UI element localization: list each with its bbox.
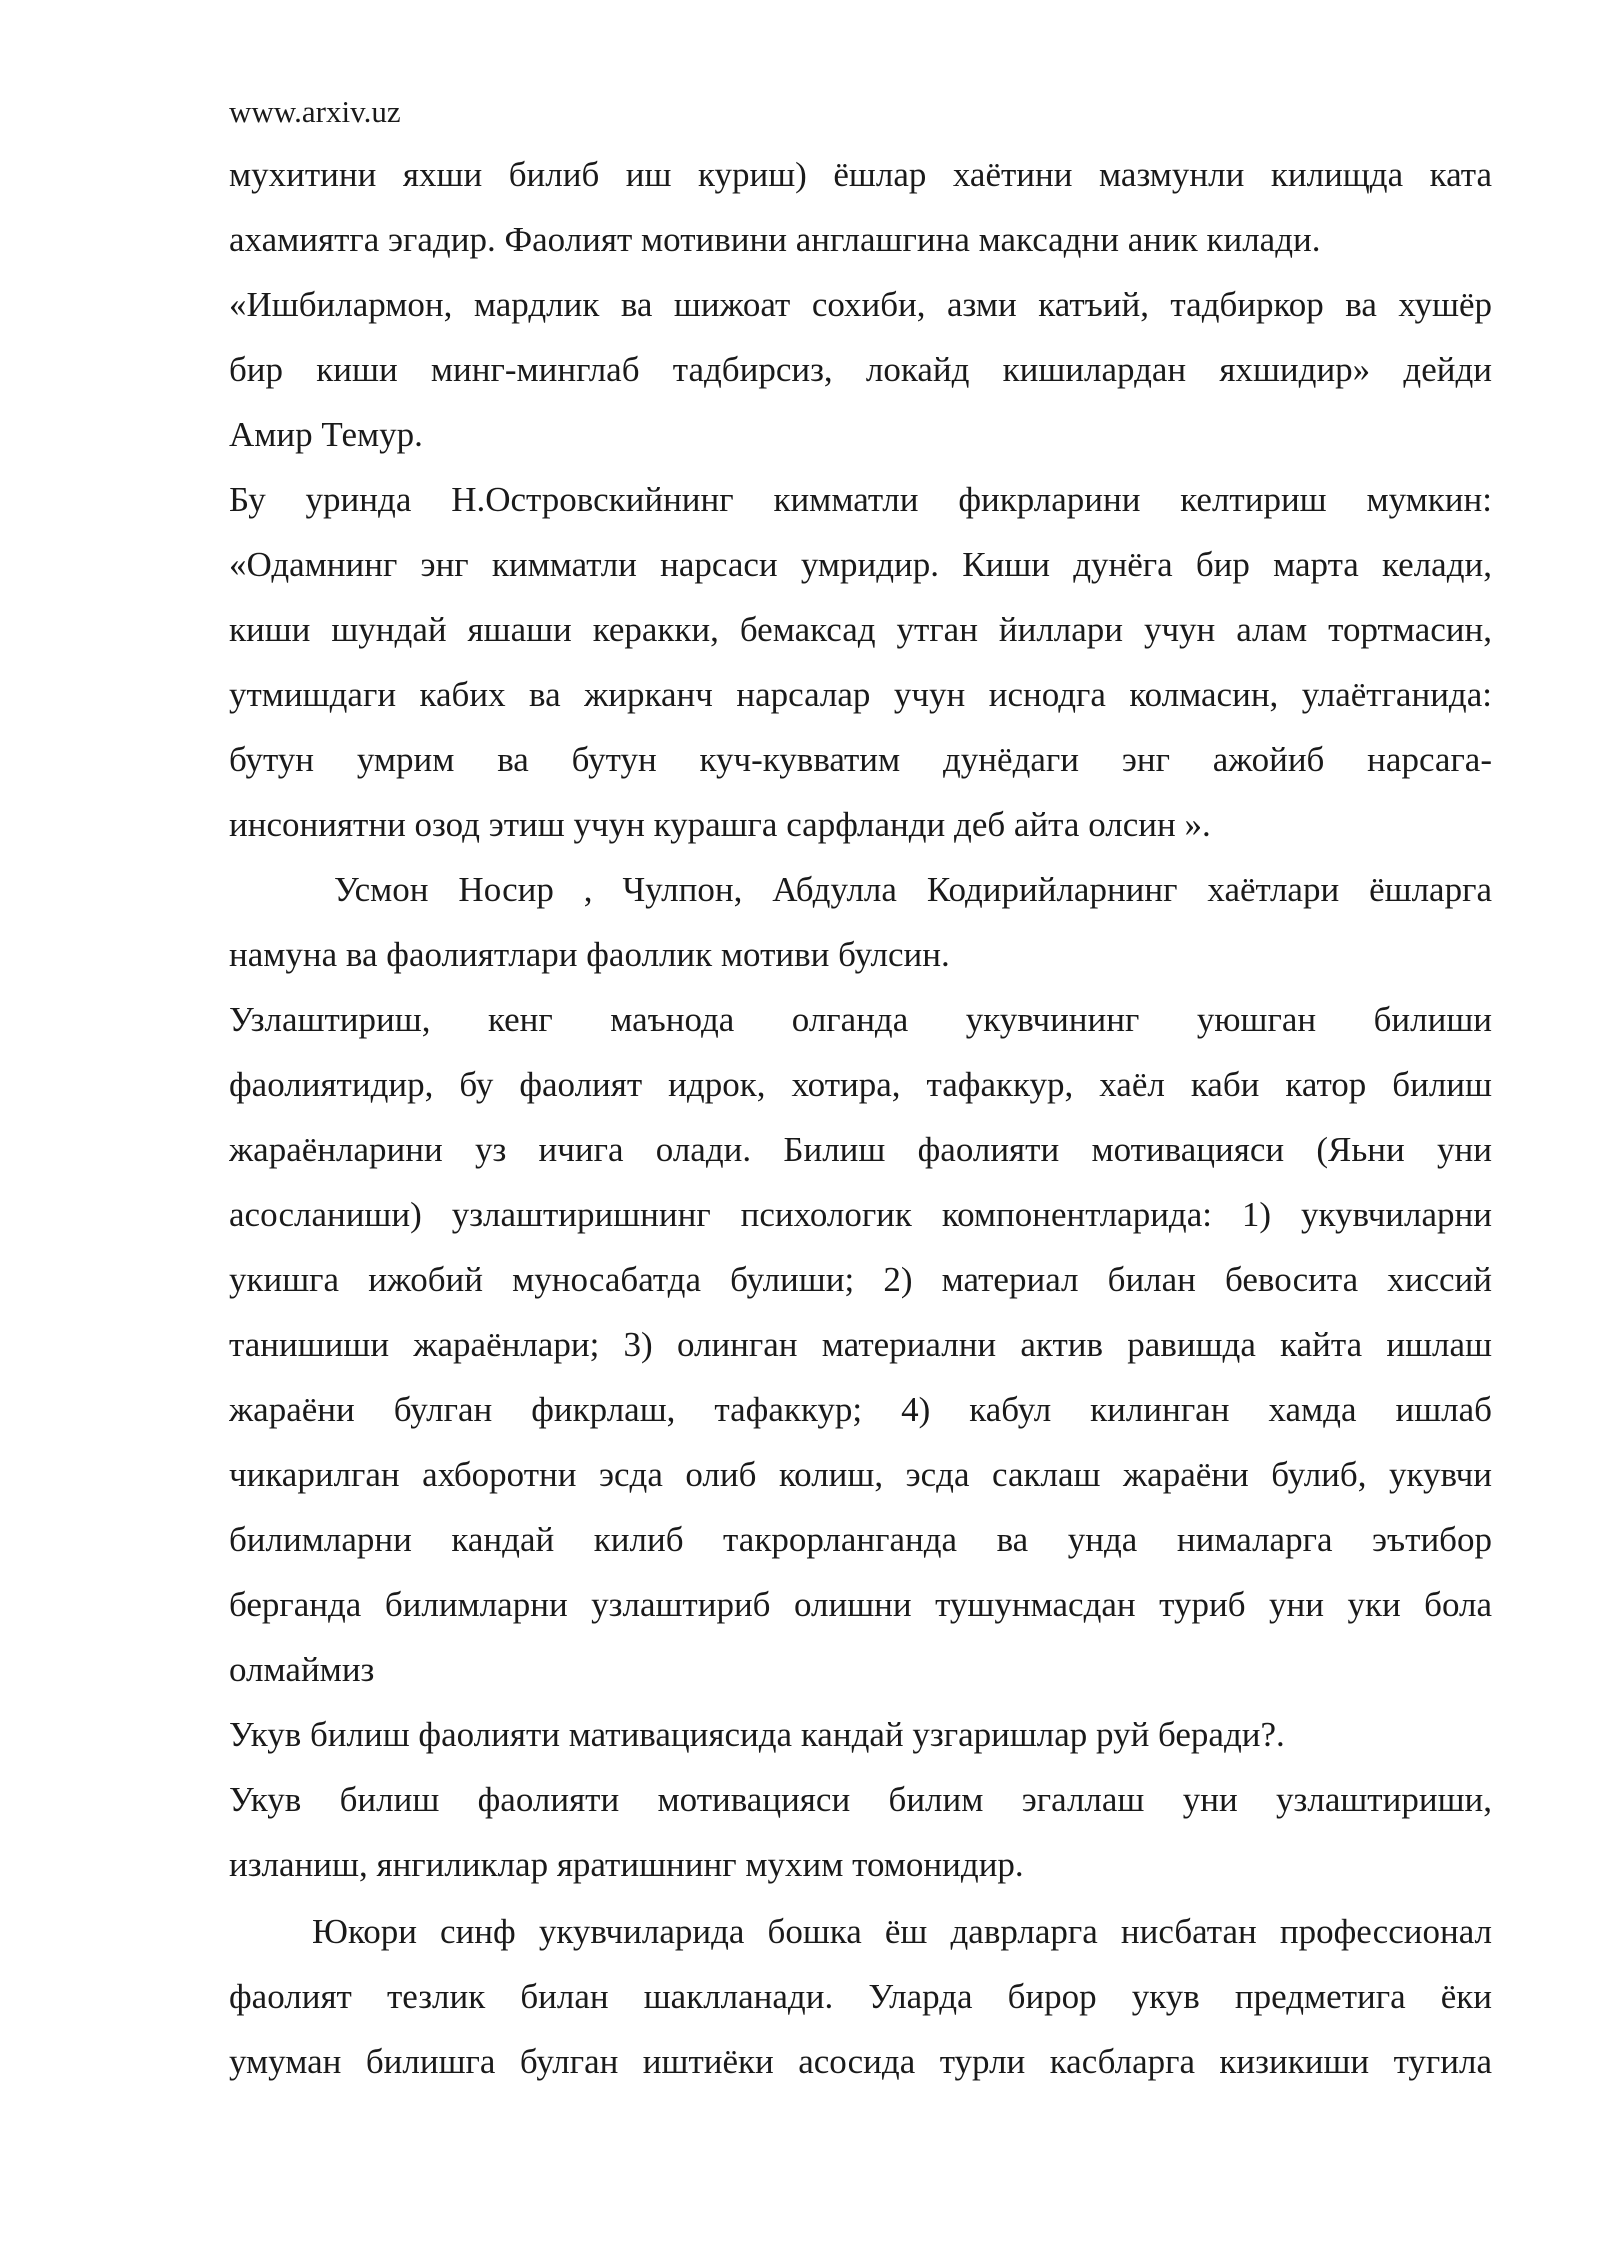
text-line: асосланиши) узлаштиришнинг психологик компонентларида: 1) укувчиларни [229,1195,1492,1234]
text-line: жараёни булган фикрлаш, тафаккур; 4) кабул килинган хамда ишлаб [229,1390,1492,1429]
text-line: Амир Темур. [229,415,423,454]
text-line: Укув билиш фаолияти мативациясида кандай узгаришлар руй беради?. [229,1715,1285,1754]
text-line: бутун умрим ва бутун куч-кувватим дунёдаги энг ажойиб нарсага- [229,740,1492,779]
text-line: инсониятни озод этиш учун курашга сарфланди деб айта олсин ». [229,805,1211,844]
text-line: киши шундай яшаши керакки, бемаксад утган йиллари учун алам тортмасин, [229,610,1492,649]
text-line: Укув билиш фаолияти мотивацияси билим эгаллаш уни узлаштириши, [229,1780,1492,1819]
text-line: умуман билишга булган иштиёки асосида турли касбларга кизикиши тугила [229,2042,1492,2081]
text-line: «Одамнинг энг кимматли нарсаси умридир. Киши дунёга бир марта келади, [229,545,1492,584]
text-line: ахамиятга эгадир. Фаолият мотивини англашгина максадни аник килади. [229,220,1321,259]
text-line: Узлаштириш, кенг маънода олганда укувчининг уюшган билиши [229,1000,1492,1039]
header-url: www.arxiv.uz [229,94,401,129]
text-line: укишга ижобий муносабатда булиши; 2) материал билан бевосита хиссий [229,1260,1492,1299]
text-line: билимларни кандай килиб такрорланганда ва унда нималарга эътибор [229,1520,1492,1559]
text-line: Усмон Носир , Чулпон, Абдулла Кодирийларнинг хаётлари ёшларга [334,870,1492,909]
text-line: намуна ва фаолиятлари фаоллик мотиви булсин. [229,935,950,974]
text-line: жараёнларини уз ичига олади. Билиш фаолияти мотивацияси (Яьни уни [229,1130,1492,1169]
text-line: Бу уринда Н.Островскийнинг кимматли фикрларини келтириш мумкин: [229,480,1492,519]
text-line: «Ишбилармон, мардлик ва шижоат сохиби, азми катъий, тадбиркор ва хушёр [229,285,1492,324]
text-line: мухитини яхши билиб иш куриш) ёшлар хаётини мазмунли килищда ката [229,155,1492,194]
text-line: Юкори синф укувчиларида бошка ёш даврларга нисбатан профессионал [312,1912,1492,1951]
text-line: фаолият тезлик билан шаклланади. Уларда бирор укув предметига ёки [229,1977,1492,2016]
text-line: берганда билимларни узлаштириб олишни тушунмасдан туриб уни уки бола [229,1585,1492,1624]
text-line: изланиш, янгиликлар яратишнинг мухим томонидир. [229,1845,1024,1884]
text-line: бир киши минг-минглаб тадбирсиз, локайд кишилардан яхшидир» дейди [229,350,1492,389]
text-line: фаолиятидир, бу фаолият идрок, хотира, тафаккур, хаёл каби катор билиш [229,1065,1492,1104]
text-line: чикарилган ахборотни эсда олиб колиш, эсда саклаш жараёни булиб, укувчи [229,1455,1492,1494]
text-line: утмишдаги кабих ва жирканч нарсалар учун иснодга колмасин, улаётганида: [229,675,1492,714]
text-line: танишиши жараёнлари; 3) олинган материални актив равишда кайта ишлаш [229,1325,1492,1364]
text-line: олмаймиз [229,1650,375,1689]
document-page [229,92,1492,2094]
